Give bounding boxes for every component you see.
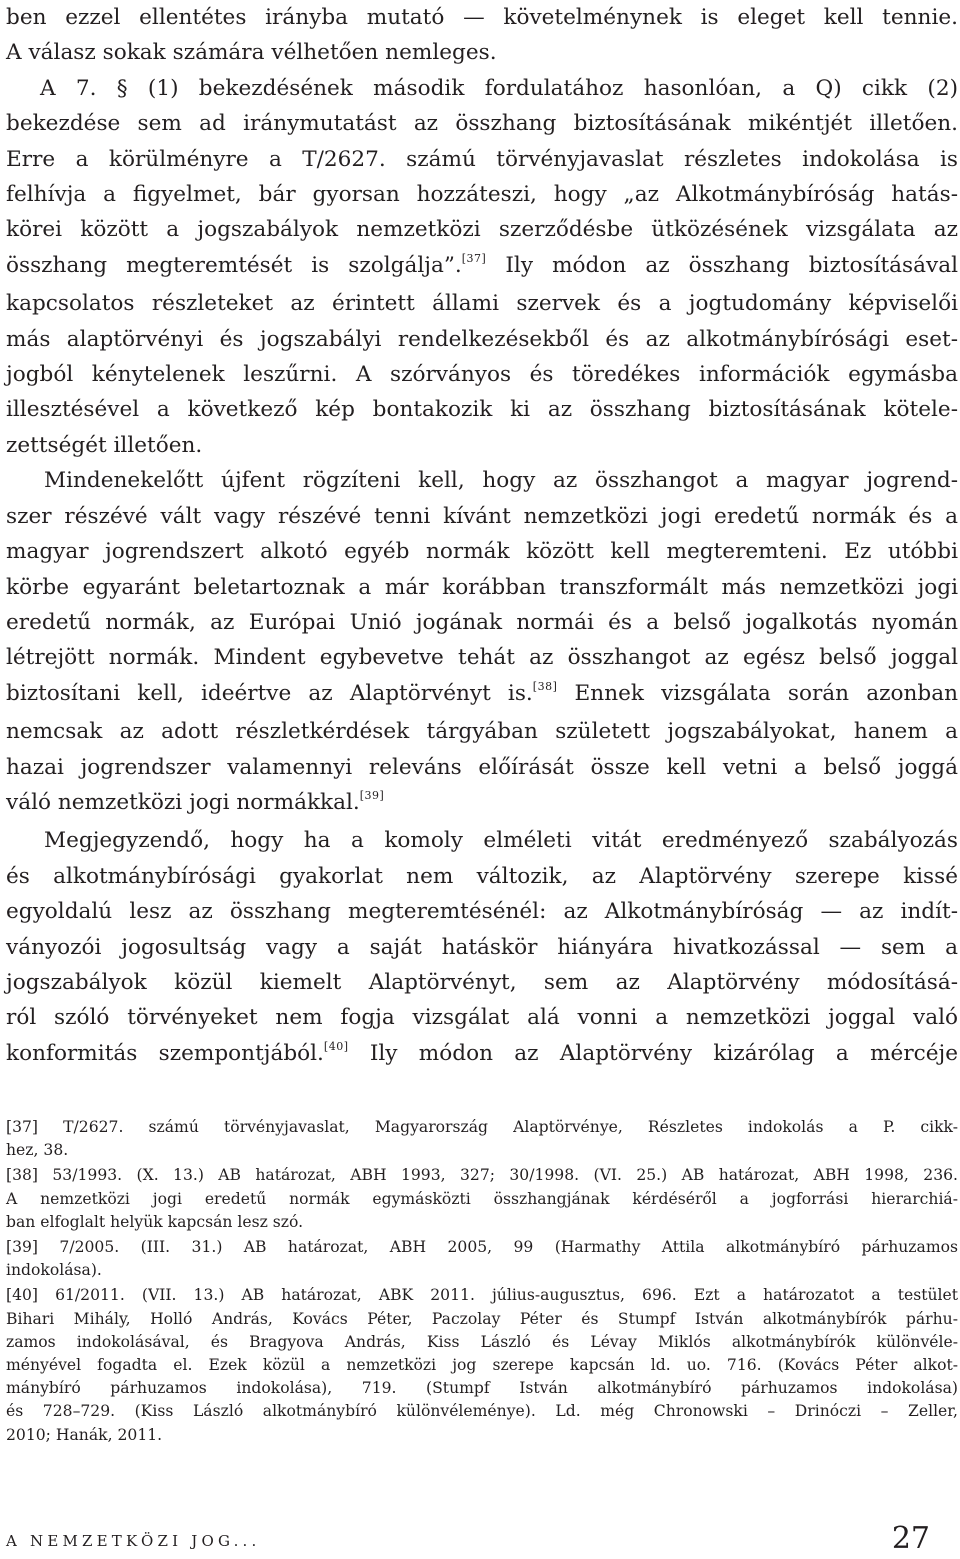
footnote-ref-38[interactable]: [38]: [532, 679, 558, 693]
footnote-line: [37] T/2627. számú törvényjavaslat, Magyarország Alaptörvénye, Részletes indokolás a P. cikk-: [6, 1118, 958, 1136]
text-line: Mindenekelőtt újfent rögzíteni kell, hogy az összhangot a magyar jogrend-: [44, 468, 958, 494]
text-line: egyoldalú lesz az összhang megteremtésénél: az Alkotmánybíróság — az indít-: [6, 899, 958, 925]
text-line: [6, 248, 958, 286]
text-line: ról szóló törvényeket nem fogja vizsgálat alá vonni a nemzetközi joggal való: [6, 1005, 958, 1031]
text-line: ványozói jogosultság vagy a saját hatáskör hiányára hivatkozással — sem a: [6, 934, 958, 960]
text-line: hazai jogrendszer valamennyi releváns előírását össze kell vetni a belső joggá: [6, 754, 958, 780]
text-line: bekezdése sem ad iránymutatást az összhang biztosításának mikéntjét illetően.: [6, 111, 958, 137]
text-line: nemcsak az adott részletkérdések tárgyában született jogszabályokat, hanem a: [6, 719, 958, 745]
text-line: és alkotmánybírósági gyakorlat nem változik, az Alaptörvény szerepe kissé: [6, 863, 958, 889]
text-line: [6, 676, 958, 714]
footnote-line: A nemzetközi jogi eredetű normák egymásközti összhangjának kérdéséről a jogforrási hierarchiá-: [6, 1189, 958, 1208]
footnote-line: indokolása).: [6, 1261, 102, 1280]
text-segment: váló nemzetközi jogi normákkal.: [6, 789, 360, 815]
text-line: jogszabályok közül kiemelt Alaptörvényt, sem az Alaptörvény módosításá-: [6, 969, 958, 995]
page-footer: [0, 1519, 960, 1559]
footnote-line: [39] 7/2005. (III. 31.) AB határozat, ABH 2005, 99 (Harmathy Attila alkotmánybíró párhuzamos: [6, 1238, 958, 1257]
footnote-39: [6, 1236, 958, 1282]
text-line: körei között a jogszabályok nemzetközi szerződésbe ütközésének vizsgálata az: [6, 217, 958, 243]
text-line: szer részévé vált vagy részévé tenni kívánt nemzetközi jogi eredetű normák és a: [6, 503, 958, 529]
paragraph-3: [6, 463, 958, 823]
text-line: más alaptörvényi és jogszabályi rendelkezésekből és az alkotmánybírósági eset-: [6, 326, 958, 352]
text-line: felhívja a figyelmet, bár gyorsan hozzáteszi, hogy „az Alkotmánybíróság hatás-: [6, 182, 958, 208]
footnote-38: [6, 1164, 958, 1234]
footnote-40: [6, 1284, 958, 1446]
paragraph-1: [6, 0, 958, 71]
paragraph-4: [6, 823, 958, 1074]
paragraph-2: [6, 71, 958, 463]
footnote-line: és 728–729. (Kiss László alkotmánybíró különvéleménye). Ld. még Chronowski – Drinóczi – Zeller,: [6, 1402, 958, 1421]
text-line: illesztésével a következő kép bontakozik ki az összhang biztosításának kötele-: [6, 397, 958, 423]
footnote-line: ban elfoglalt helyük kapcsán lesz szó.: [6, 1212, 304, 1231]
page-number: 27: [891, 1521, 930, 1556]
text-line: zettségét illetően.: [6, 432, 203, 458]
footnote-line: ményével fogadta el. Ezek közül a nemzetközi jog szerepe kapcsán ld. uo. 716. (Kovács Péter alkot-: [6, 1356, 958, 1375]
text-line: kapcsolatos részleteket az érintett állami szervek és a jogtudomány képviselői: [6, 291, 958, 317]
footnote-ref-40[interactable]: [40]: [323, 1039, 349, 1053]
footnotes: [6, 1116, 958, 1449]
text-segment: összhang megteremtését is szolgálja”.: [6, 252, 462, 278]
text-line: A válasz sokak számára vélhetően nemleges.: [6, 40, 497, 66]
footnote-37: [6, 1116, 958, 1162]
text-segment: Ily módon az összhang biztosításával: [505, 252, 958, 278]
footnote-line: zamos indokolásával, és Bragyova András, Kiss László és Lévay Miklós alkotmánybírók különvéle-: [6, 1332, 958, 1351]
text-line: magyar jogrendszert alkotó egyéb normák között kell megteremteni. Ez utóbbi: [6, 539, 958, 565]
footnote-ref-39[interactable]: [39]: [359, 788, 385, 802]
footnote-line: hez, 38.: [6, 1141, 69, 1160]
main-text: [6, 0, 958, 1074]
text-segment: Ennek vizsgálata során azonban: [574, 680, 958, 706]
footnote-line: 2010; Hanák, 2011.: [6, 1425, 163, 1444]
text-line: Erre a körülményre a T/2627. számú törvényjavaslat részletes indokolása is: [6, 146, 958, 172]
text-line: A 7. § (1) bekezdésének második fordulatához hasonlóan, a Q) cikk (2): [40, 75, 958, 101]
footnote-line: [40] 61/2011. (VII. 13.) AB határozat, ABK 2011. július-augusztus, 696. Ezt a határozatot a testület: [6, 1286, 958, 1305]
text-line: Megjegyzendő, hogy ha a komoly elméleti vitát eredményező szabályozás: [44, 828, 958, 854]
footnote-line: Bihari Mihály, Holló András, Kovács Péter, Paczolay Péter és Stumpf István alkotmánybírók párhu-: [6, 1309, 958, 1328]
text-line: eredetű normák, az Európai Unió jogának normái és a belső jogalkotás nyomán: [6, 609, 958, 635]
text-line: jogból kénytelenek leszűrni. A szórványos és töredékes információk egymásba: [6, 362, 958, 388]
text-line: létrejött normák. Mindent egybevetve tehát az összhangot az egész belső joggal: [6, 645, 958, 671]
footnote-line: [38] 53/1993. (X. 13.) AB határozat, ABH 1993, 327; 30/1998. (VI. 25.) AB határozat, ABH 1998, 236.: [6, 1166, 958, 1185]
footnote-ref-37[interactable]: [37]: [461, 251, 487, 265]
text-line: [6, 785, 958, 823]
text-line: [6, 1036, 958, 1074]
text-line: ben ezzel ellentétes irányba mutató — követelménynek is eleget kell tennie.: [6, 5, 958, 30]
running-title: A NEMZETKÖZI JOG...: [6, 1532, 261, 1550]
text-segment: biztosítani kell, ideértve az Alaptörvényt is.: [6, 680, 533, 706]
text-line: körbe egyaránt beletartoznak a már korábban transzformált más nemzetközi jogi: [6, 574, 958, 600]
text-segment: Ily módon az Alaptörvény kizárólag a mércéje: [369, 1040, 958, 1066]
text-segment: konformitás szempontjából.: [6, 1040, 324, 1066]
footnote-line: mánybíró párhuzamos indokolása), 719. (Stumpf István alkotmánybíró párhuzamos indokolása): [6, 1379, 958, 1398]
